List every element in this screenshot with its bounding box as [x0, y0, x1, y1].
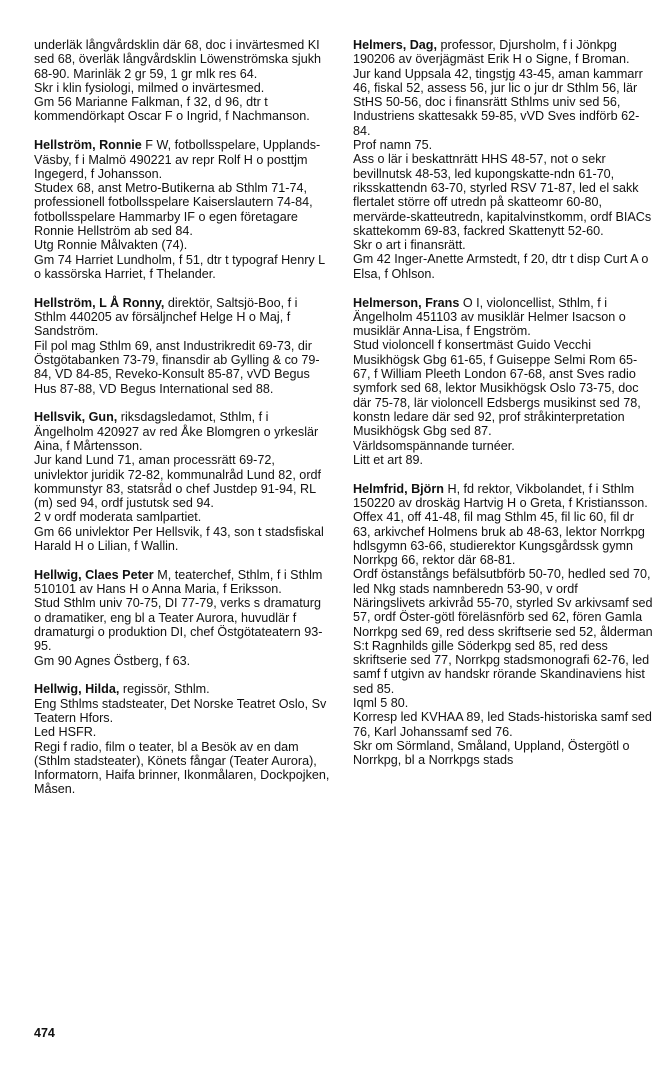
entry-lead: M, teaterchef, Sthlm, f i Sthlm 510101 av Hans H o Anna Maria, f Eriksson. [34, 567, 323, 597]
entry-hellstrom-ronnie [34, 138, 330, 281]
entry-paragraph: Stud violoncell f konsertmäst Guido Vecchi Musikhögsk Gbg 61-65, f Guiseppe Selmi Rom 65-67, f William Pleeth London 67-68, anst Sves radio symfork sed 68, lektor Musikhögsk Oslo 73-75, doc där 75-78, lär violoncell Edsbergs musikinst sed 78, konstn ledare där sed 92, prof stråkinterpretation Musikhögsk Gbg sed 87. [353, 338, 641, 439]
entry-paragraph: Offex 41, off 41-48, fil mag Sthlm 45, fil lic 60, fil dr 63, arkivchef Holmens bruk ab 48-63, lektor Norrkpg hdlsgymn 63-66, studierektor Kungsgårdssk gymn Norrkpg 66, rektor där 68-81. [353, 510, 645, 568]
entry-name: Hellsvik, Gun, [34, 410, 118, 425]
entry-helmerson-frans [353, 296, 653, 468]
entry-paragraph: Regi f radio, film o teater, bl a Besök av en dam (Sthlm stadsteater), Könets fångar (Teater Aurora), Informatorn, Haifa brinner, Ikonmålaren, Dockpojken, Måsen. [34, 739, 330, 797]
entry-paragraph: Iqml 5 80. [353, 696, 409, 711]
entry-hellsvik-gun [34, 410, 330, 553]
entry-lead: O I, violoncellist, Sthlm, f i Ängelholm 451103 av musiklär Helmer Isacson o musiklär Anna-Lisa, f Engström. [353, 295, 626, 339]
right-column [353, 38, 653, 782]
entry-paragraph: Fil pol mag Sthlm 69, anst Industrikredit 69-73, dir Östgötabanken 73-79, finansdir ab Gylling & co 79-84, VD 84-85, Reveko-Konsult 85-87, vVD Begus Hus 87-88, VD Begus International sed 88. [34, 338, 320, 396]
entry-paragraph: Gm 66 univlektor Per Hellsvik, f 43, son t stadsfiskal Harald H o Lilian, f Wallin. [34, 524, 324, 553]
entry-helmers-dag [353, 38, 653, 281]
entry-paragraph: underläk långvårdsklin där 68, doc i invärtesmed KI sed 68, överläk långvårdsklin Löwenströmska sjukh 68-90. Marinläk 2 gr 59, 1 gr mlk res 64. [34, 38, 321, 81]
entry-paragraph: Studex 68, anst Metro-Butikerna ab Sthlm 71-74, professionell fotbollsspelare Kaiserslautern 74-84, fotbollsspelare Hammarby IF o egen företagare Ronnie Hellström ab sed 84. [34, 181, 313, 239]
page-number: 474 [34, 1026, 55, 1040]
left-column [34, 38, 330, 811]
entry-paragraph: Led HSFR. [34, 725, 97, 740]
entry-paragraph: Gm 56 Marianne Falkman, f 32, d 96, dtr t kommendörkapt Oscar F o Ingrid, f Nachmanson. [34, 95, 310, 124]
entry-helmfrid-bjorn [353, 482, 653, 768]
entry-lead: professor, Djursholm, f i Jönkpg 190206 av överjägmäst Erik H o Signe, f Broman. [353, 38, 630, 67]
entry-paragraph: Gm 74 Harriet Lundholm, f 51, dtr t typograf Henry L o kassörska Harriet, f Thelander. [34, 252, 325, 281]
entry-paragraph: Världsomspännande turnéer. [353, 438, 515, 453]
entry-name: Hellwig, Claes Peter [34, 567, 154, 582]
entry-name: Hellström, L Å Ronny, [34, 295, 165, 310]
entry-header [34, 568, 330, 597]
entry-lead: F W, fotbollsspelare, Upplands-Väsby, f i Malmö 490221 av repr Rolf H o posttjm Ingegerd, f Johansson. [34, 138, 321, 181]
entry-hellstrom-ronny [34, 296, 330, 396]
entry-paragraph: Stud Sthlm univ 70-75, DI 77-79, verks s dramaturg o dramatiker, eng bl a Teater Aurora, huvudlär f dramaturgi o produktion DI, chef Östgötateatern 93-95. [34, 596, 323, 654]
entry-name: Hellwig, Hilda, [34, 682, 120, 697]
entry-paragraph: Eng Sthlms stadsteater, Det Norske Teatret Oslo, Sv Teatern Hfors. [34, 696, 327, 725]
entry-header [353, 482, 653, 511]
entry-header [34, 410, 330, 453]
entry-paragraph: Skr om Sörmland, Småland, Uppland, Östergötl o Norrkpg, bl a Norrkpgs stads [353, 738, 630, 768]
entry-hellwig-hilda [34, 682, 330, 796]
entry-lead: regissör, Sthlm. [119, 682, 210, 697]
entry-paragraph: Litt et art 89. [353, 452, 424, 467]
entry-name: Helmfrid, Björn [353, 481, 444, 496]
entry-header [34, 296, 330, 339]
entry-hellwig-claes-peter [34, 568, 330, 668]
entry-paragraph: Gm 42 Inger-Anette Armstedt, f 20, dtr t disp Curt A o Elsa, f Ohlson. [353, 252, 649, 281]
entry-paragraph: Ordf östanstångs befälsutbförb 50-70, hedled sed 70, led Nkg stads namnberedn 53-90, v ordf Näringslivets arkivråd 55-70, styrled Sv arkivsamf sed 57, ordf Öster-götl föreläsnförb sed 62, fören Gamla Norrkpg sed 69, red dess skriftserie sed 52, ålderman S:t Ragnhilds gille Söderkpg sed 85, red dess skriftserie sed 77, Norrkpg stadsmonografi 62-76, led samf f utgivn av handskr rörande Skandinaviens hist sed 85. [353, 567, 653, 696]
entry-name: Helmerson, Frans [353, 295, 460, 310]
entry-header [353, 38, 653, 67]
entry-header [353, 296, 653, 339]
entry-paragraph: Gm 90 Agnes Östberg, f 63. [34, 653, 191, 668]
entry-paragraph: Jur kand Uppsala 42, tingstjg 43-45, aman kammarr 46, fiskal 52, assess 56, jur lic o jur dr Sthlm 56, lär StHS 50-56, doc i finansrätt Sthlms univ sed 56, Industriens skattesakk 59-85, vVD Sves indförb 62-84. [353, 66, 643, 138]
entry-header [34, 682, 330, 696]
entry-continuation [34, 38, 330, 124]
entry-lead: riksdagsledamot, Sthlm, f i Ängelholm 420927 av red Åke Blomgren o yrkeslär Aina, f Mårtensson. [34, 410, 319, 453]
entry-paragraph: Korresp led KVHAA 89, led Stads-historiska samf sed 76, Karl Johanssamf sed 76. [353, 710, 652, 739]
entry-paragraph: Prof namn 75. [353, 138, 433, 153]
entry-lead: direktör, Saltsjö-Boo, f i Sthlm 440205 av försäljnchef Helge H o Maj, f Sandström. [34, 295, 298, 339]
entry-header [34, 138, 330, 181]
entry-paragraph: Skr i klin fysiologi, milmed o invärtesmed. [34, 80, 265, 95]
entry-name: Hellström, Ronnie [34, 138, 142, 153]
entry-name: Helmers, Dag, [353, 38, 437, 52]
entry-paragraph: Utg Ronnie Målvakten (74). [34, 238, 188, 253]
entry-paragraph: Ass o lär i beskattnrätt HHS 48-57, not o sekr bevillnutsk 48-53, led kupongskatte-ndn 61-70, riksskattendn 63-70, styrled RSV 71-87, led el sakk flertalet större off utredn på skatteomr 60-80, mervärde-skatteutredn, kapitalvinstkomm, ordf BIACs skattekomm 69-83, fackred Skattenytt 52-60. [353, 152, 652, 238]
entry-paragraph: 2 v ordf moderata samlpartiet. [34, 510, 202, 525]
entry-paragraph: Jur kand Lund 71, aman processrätt 69-72, univlektor juridik 72-82, kommunalråd Lund 82, ordf kommunstyr 83, statsråd o chef Justdep 91-94, RL (m) sed 94, ordf justutsk sed 94. [34, 453, 322, 511]
entry-paragraph: Skr o art i finansrätt. [353, 238, 466, 253]
entry-lead: H, fd rektor, Vikbolandet, f i Sthlm 150220 av droskäg Hartvig H o Greta, f Kristiansson. [353, 481, 648, 510]
